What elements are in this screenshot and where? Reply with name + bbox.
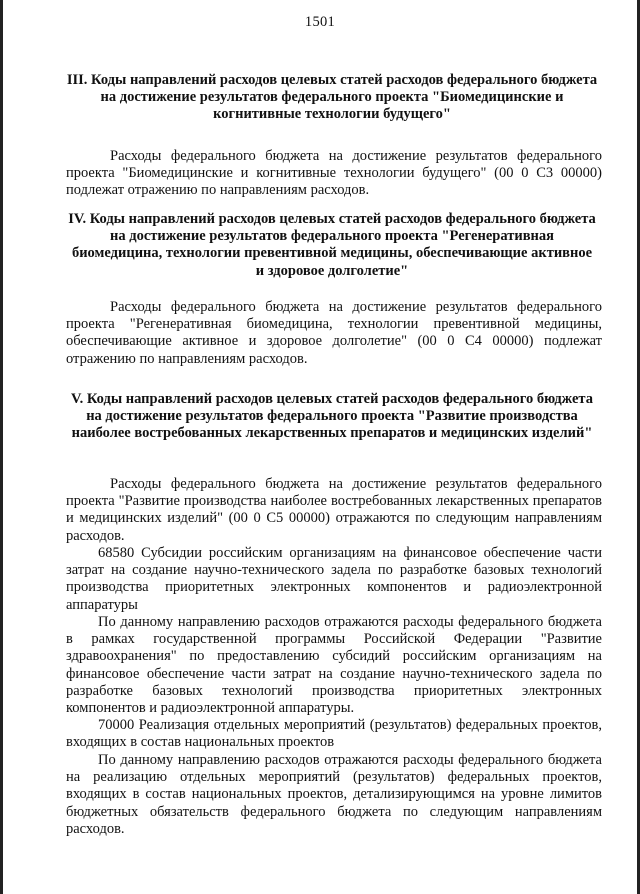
page-number: 1501 (304, 14, 336, 30)
scan-edge-left (0, 0, 3, 894)
section-3-paragraph: Расходы федерального бюджета на достижение результатов федерального проекта "Биомедицинские и когнитивные технологии будущего" (00 0 С3 00000) подлежат отражению по направлениям расходов. (66, 148, 602, 199)
direction-70000-description: По данному направлению расходов отражаются расходы федерального бюджета на реализацию отдельных мероприятий (результатов) федеральных проектов, входящих в состав национальных проектов, детализирующимся на уровне лимитов бюджетных обязательств федерального бюджета по следующим направлениям расходов. (66, 752, 602, 837)
section-5-paragraph-intro: Расходы федерального бюджета на достижение результатов федерального проекта "Развитие производства наиболее востребованных лекарственных препаратов и медицинских изделий" (00 0 С5 00000) отражаются по следующим направлениям расходов. (66, 476, 602, 544)
direction-70000-title: 70000 Реализация отдельных мероприятий (результатов) федеральных проектов, входящих в состав национальных проектов (66, 717, 602, 751)
section-4-heading: IV. Коды направлений расходов целевых статей расходов федерального бюджета на достижение результатов федерального проекта "Регенеративная биомедицина, технологии превентивной медицины, обеспечивающие активное и здоровое долголетие" (68, 211, 596, 279)
section-3-heading: III. Коды направлений расходов целевых статей расходов федерального бюджета на достижение результатов федерального проекта "Биомедицинские и когнитивные технологии будущего" (66, 72, 598, 123)
direction-68580-description: По данному направлению расходов отражаются расходы федерального бюджета в рамках государственной программы Российской Федерации "Развитие здравоохранения" по предоставлению субсидий российским организациям на финансовое обеспечение части затрат на создание научно-технического задела по разработке базовых технологий производства приоритетных электронных компонентов и радиоэлектронной аппаратуры. (66, 614, 602, 717)
section-5-heading: V. Коды направлений расходов целевых статей расходов федерального бюджета на достижение результатов федерального проекта "Развитие производства наиболее востребованных лекарственных препаратов и медицинских изделий" (71, 391, 593, 442)
direction-68580-title: 68580 Субсидии российским организациям на финансовое обеспечение части затрат на создание научно-технического задела по разработке базовых технологий производства приоритетных электронных компонентов и радиоэлектронной аппаратуры (66, 545, 602, 613)
section-4-paragraph: Расходы федерального бюджета на достижение результатов федерального проекта "Регенеративная биомедицина, технологии превентивной медицины, обеспечивающие активное и здоровое долголетие" (00 0 С4 00000) подлежат отражению по направлениям расходов. (66, 299, 602, 367)
